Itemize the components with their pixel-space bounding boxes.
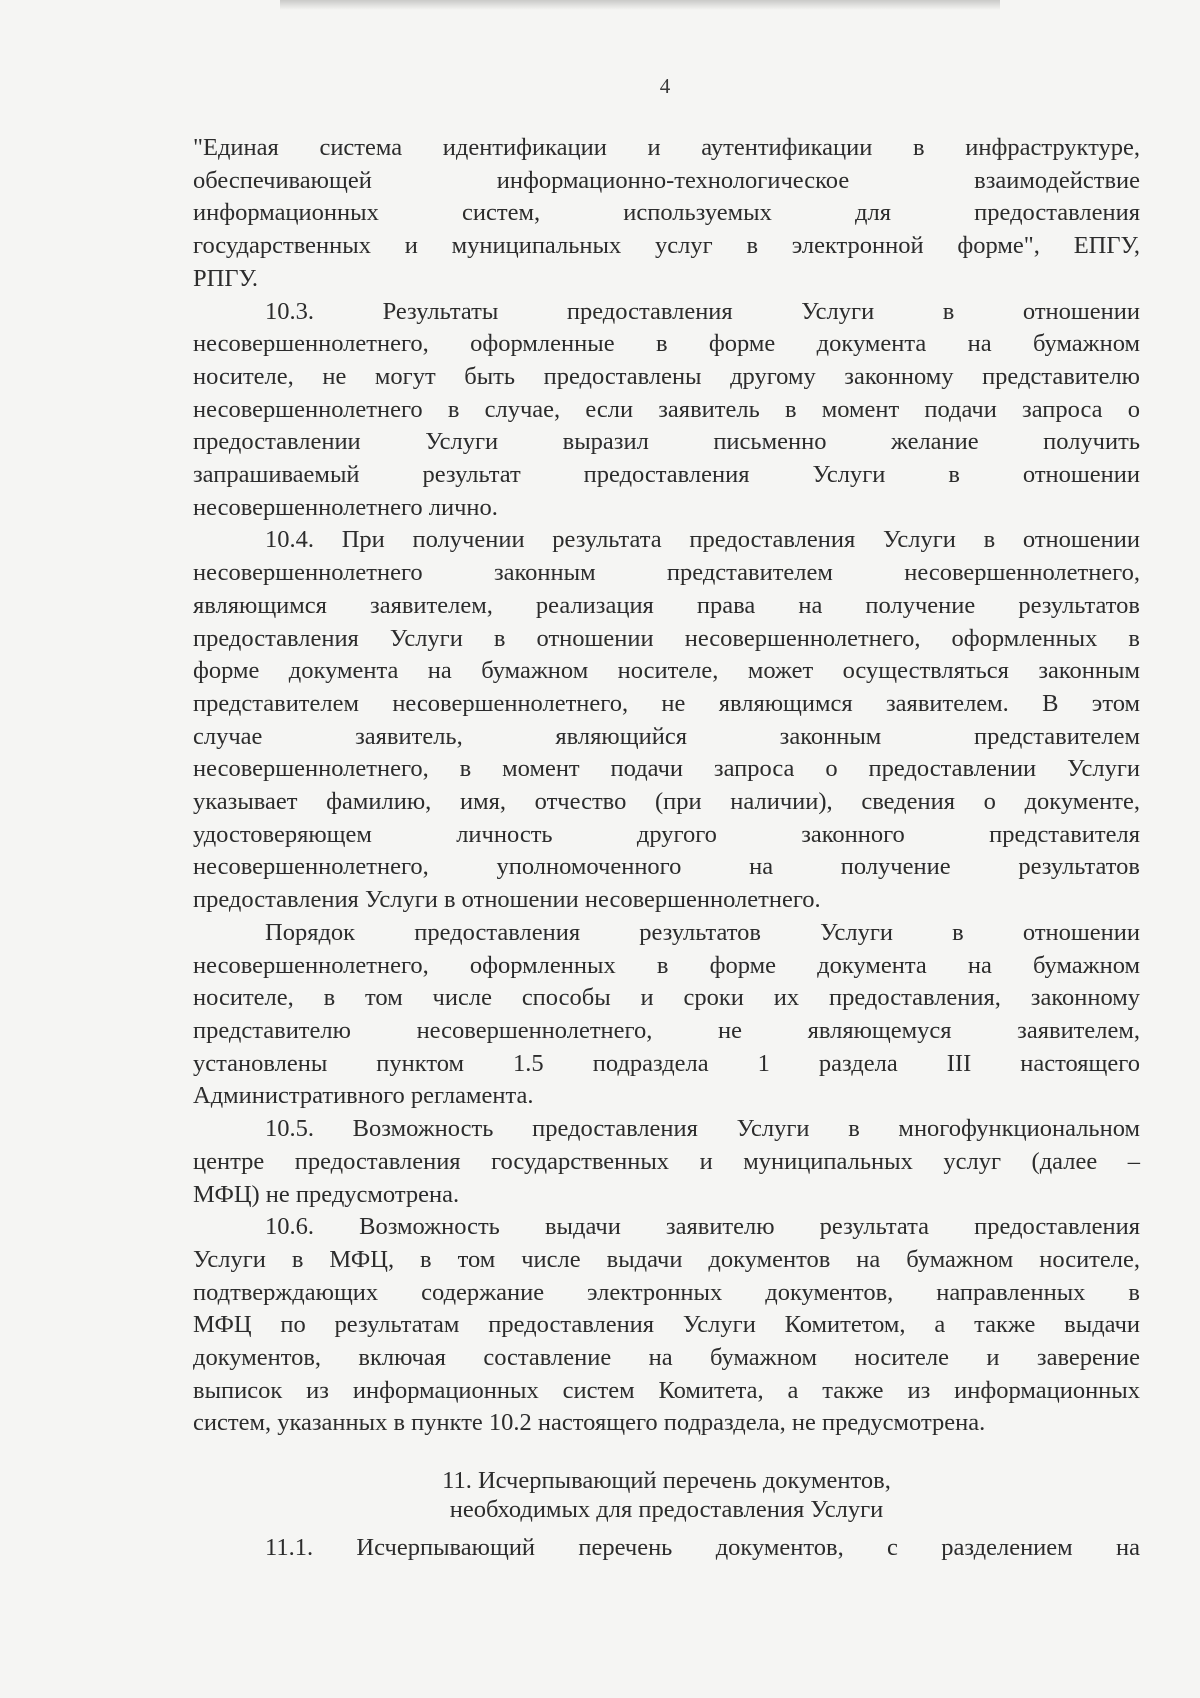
text-line: носителе, не могут быть предоставлены другому законному представителю (193, 362, 1140, 390)
text-line: МФЦ) не предусмотрена. (193, 1180, 460, 1208)
paragraph-continuation (193, 132, 1140, 296)
text-line: несовершеннолетнего, оформленные в форме документа на бумажном (193, 330, 1140, 358)
page-number: 4 (659, 74, 671, 98)
text-line: предоставления Услуги в отношении несовершеннолетнего. (193, 886, 821, 914)
paragraph-10-3 (193, 296, 1140, 525)
scan-edge-shadow (280, 0, 1000, 10)
text-line: систем, указанных в пункте 10.2 настоящего подраздела, не предусмотрена. (193, 1409, 986, 1437)
text-line: 10.5. Возможность предоставления Услуги в многофункциональном (265, 1115, 1140, 1143)
text-line: 11.1. Исчерпывающий перечень документов, с разделением на (265, 1534, 1140, 1562)
text-line: РПГУ. (193, 264, 258, 292)
text-line: несовершеннолетнего законным представителем несовершеннолетнего, (193, 559, 1140, 587)
text-line: Услуги в МФЦ, в том числе выдачи документов на бумажном носителе, (193, 1245, 1140, 1273)
paragraph-10-4 (193, 524, 1140, 916)
text-line: представителем несовершеннолетнего, не являющимся заявителем. В этом (193, 689, 1140, 717)
paragraph-10-6 (193, 1211, 1140, 1440)
text-line: информационных систем, используемых для предоставления (193, 199, 1140, 227)
text-line: предоставления Услуги в отношении несовершеннолетнего, оформленных в (193, 624, 1140, 652)
text-line: запрашиваемый результат предоставления Услуги в отношении (193, 461, 1140, 489)
text-line: несовершеннолетнего в случае, если заявитель в момент подачи запроса о (193, 395, 1140, 423)
text-line: выписок из информационных систем Комитета, а также из информационных (193, 1376, 1140, 1404)
text-line: Административного регламента. (193, 1082, 534, 1110)
heading-line: необходимых для предоставления Услуги (449, 1496, 884, 1524)
text-line: "Единая система идентификации и аутентификации в инфраструктуре, (193, 134, 1140, 161)
text-line: подтверждающих содержание электронных документов, направленных в (193, 1278, 1140, 1306)
text-line: МФЦ по результатам предоставления Услуги Комитетом, а также выдачи (193, 1311, 1140, 1339)
text-line: удостоверяющем личность другого законного представителя (193, 820, 1140, 848)
document-body (193, 132, 1140, 1565)
text-line: предоставлении Услуги выразил письменно желание получить (193, 428, 1140, 456)
text-line: являющимся заявителем, реализация права на получение результатов (193, 591, 1140, 619)
paragraph-procedure (193, 917, 1140, 1113)
text-line: государственных и муниципальных услуг в электронной форме", ЕПГУ, (193, 232, 1140, 260)
text-line: установлены пунктом 1.5 подраздела 1 раздела III настоящего (193, 1049, 1140, 1077)
text-line: несовершеннолетнего, оформленных в форме документа на бумажном (193, 951, 1140, 979)
text-line: обеспечивающей информационно-технологическое взаимодействие (193, 166, 1140, 194)
text-line: Порядок предоставления результатов Услуги в отношении (265, 918, 1140, 946)
text-line: представителю несовершеннолетнего, не являющемуся заявителем, (193, 1016, 1140, 1044)
paragraph-10-5 (193, 1113, 1140, 1211)
heading-line: 11. Исчерпывающий перечень документов, (442, 1467, 891, 1495)
text-line: несовершеннолетнего, в момент подачи запроса о предоставлении Услуги (193, 755, 1140, 783)
paragraph-11-1 (193, 1532, 1140, 1565)
text-line: 10.4. При получении результата предоставления Услуги в отношении (265, 526, 1140, 554)
text-line: центре предоставления государственных и муниципальных услуг (далее – (193, 1147, 1140, 1175)
text-line: случае заявитель, являющийся законным представителем (193, 722, 1140, 750)
section-heading (193, 1466, 1140, 1524)
text-line: форме документа на бумажном носителе, может осуществляться законным (193, 657, 1140, 685)
text-line: документов, включая составление на бумажном носителе и заверение (193, 1344, 1140, 1372)
text-line: указывает фамилию, имя, отчество (при наличии), сведения о документе, (193, 788, 1140, 816)
text-line: 10.3. Результаты предоставления Услуги в отношении (265, 297, 1140, 325)
text-line: 10.6. Возможность выдачи заявителю результата предоставления (265, 1213, 1140, 1241)
text-line: несовершеннолетнего, уполномоченного на получение результатов (193, 853, 1140, 881)
text-line: носителе, в том числе способы и сроки их предоставления, законному (193, 984, 1140, 1012)
text-line: несовершеннолетнего лично. (193, 493, 498, 521)
